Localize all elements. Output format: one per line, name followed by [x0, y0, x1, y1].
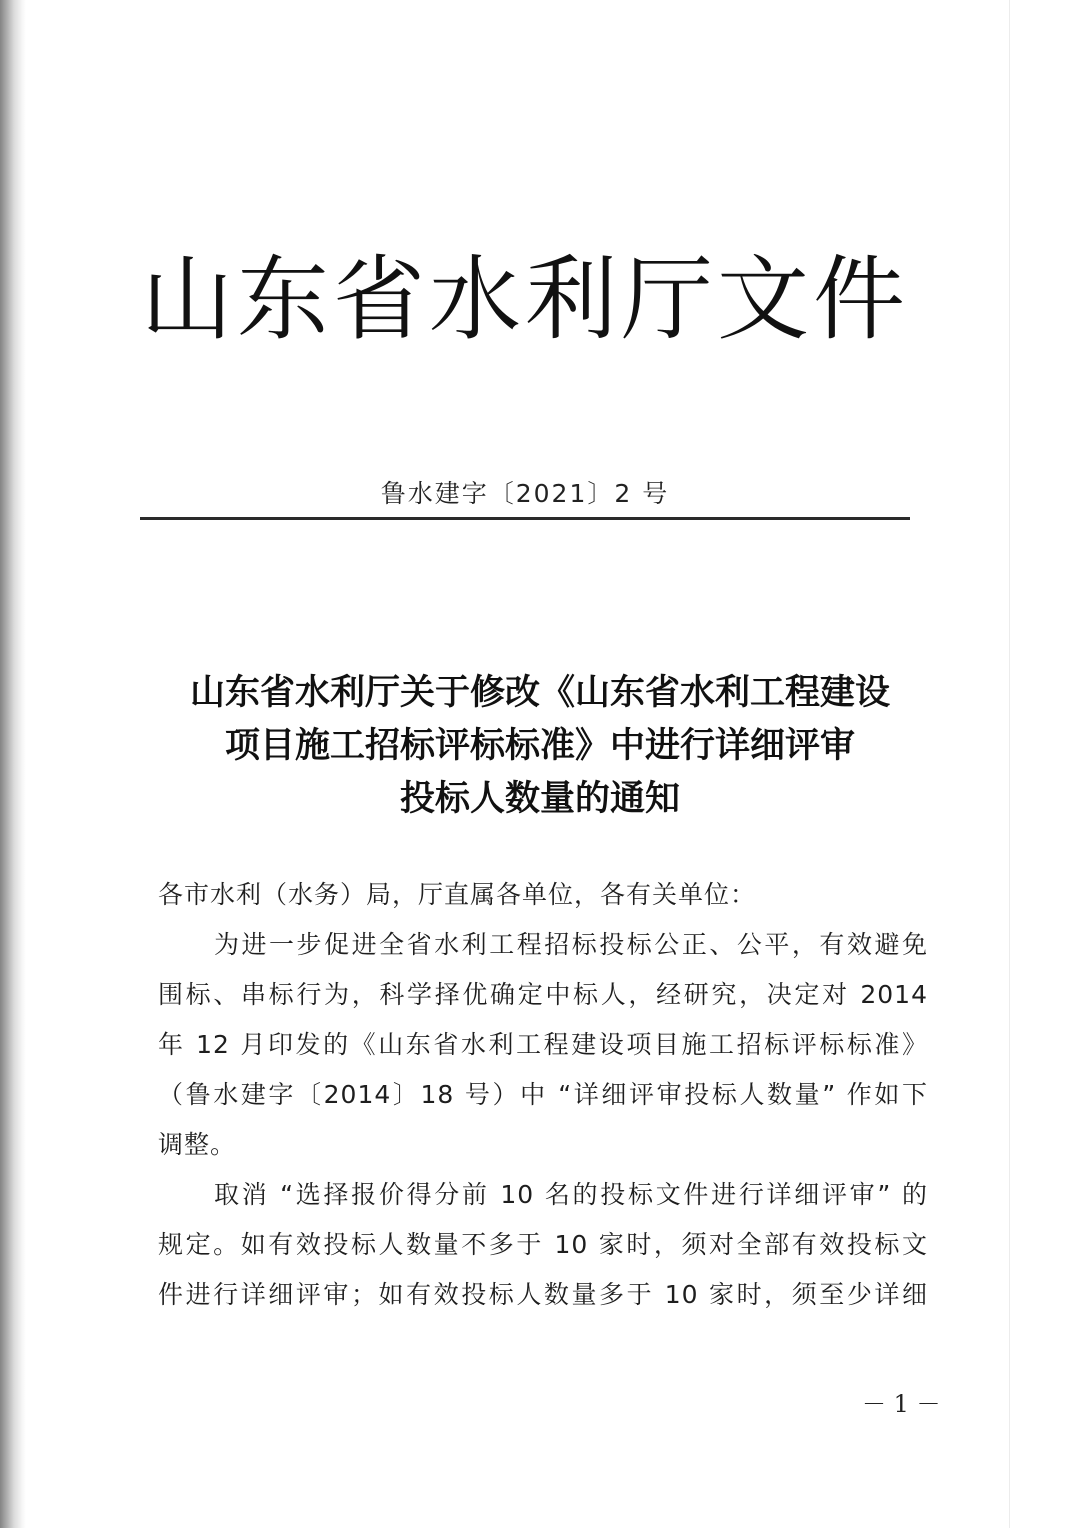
- title-line: 山东省水利厅关于修改《山东省水利工程建设: [189, 672, 890, 713]
- body-line: 调整。: [158, 1130, 237, 1159]
- title-line: 投标人数量的通知: [399, 778, 680, 819]
- scan-shadow-edge: [0, 0, 26, 1528]
- body-line: 取消 “选择报价得分前 10 名的投标文件进行详细评审” 的: [214, 1180, 928, 1209]
- body-line: 规定。如有效投标人数量不多于 10 家时，须对全部有效投标文: [158, 1230, 928, 1259]
- notice-title: [140, 666, 940, 825]
- body-line: （鲁水建字〔2014〕18 号）中 “详细评审投标人数量” 作如下: [158, 1080, 928, 1109]
- body-line: 为进一步促进全省水利工程招标投标公正、公平，有效避免: [214, 930, 928, 959]
- body-line: 件进行详细评审；如有效投标人数量多于 10 家时，须至少详细: [158, 1280, 928, 1309]
- scan-right-edge: [1009, 0, 1010, 1528]
- body-line: 围标、串标行为，科学择优确定中标人，经研究，决定对 2014: [158, 980, 928, 1009]
- issuer-heading: 山东省水利厅文件: [140, 246, 909, 353]
- document-number: 鲁水建字〔2021〕2 号: [380, 479, 670, 508]
- salutation-line: 各市水利（水务）局，厅直属各单位，各有关单位：: [158, 880, 757, 909]
- page-number: － 1 －: [862, 1390, 941, 1418]
- title-line: 项目施工招标评标标准》中进行详细评审: [224, 725, 855, 766]
- body-line: 年 12 月印发的《山东省水利工程建设项目施工招标评标标准》: [158, 1030, 928, 1059]
- notice-body: [158, 870, 928, 1320]
- header-divider: [140, 517, 910, 520]
